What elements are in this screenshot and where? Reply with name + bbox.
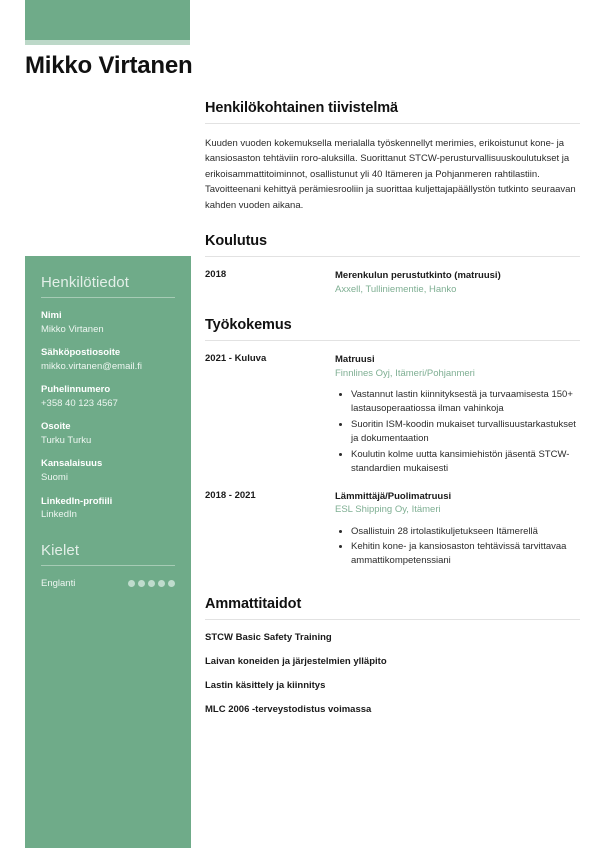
sidebar-heading-languages: Kielet [41, 541, 80, 559]
rating-dot [148, 580, 155, 587]
section-summary [205, 100, 580, 213]
summary-text: Kuuden vuoden kokemuksella merialalla työskennellyt merimies, erikoistunut kone- ja kansiosaston tehtäviin roro-aluksilla. Suorittanut STCW-perusturvallisuuskoulutukset ja erikoisammattitoiminnot, osallistunut yli 40 Itämeren ja Pohjanmeren rahtilastiin. Tavoitteenani kehittyä perämiesrooliin ja suorittaa kuljettajapäällystön tutkinto seuraavan kahden vuoden aikana. [205, 138, 576, 211]
entry-bullet: • Osallistuin 28 irtolastikuljetukseen Itämerellä [351, 525, 580, 539]
section-education [205, 233, 580, 297]
info-label-address: Osoite [41, 421, 71, 433]
info-value-email[interactable]: mikko.virtanen@email.fi [41, 360, 142, 372]
skill-item: STCW Basic Safety Training [205, 631, 332, 643]
entry-organization: Axxell, Tulliniementie, Hanko [335, 283, 457, 295]
entry-bullet: • Kehitin kone- ja kansiosaston tehtävissä tarvittavaa ammattikompetenssiani [351, 540, 580, 569]
section-divider [205, 340, 580, 341]
entry-bullet: • Koulutin kolme uutta kansimiehistön jäsentä STCW-standardien mukaisesti [351, 448, 580, 477]
info-label-nationality: Kansalaisuus [41, 458, 103, 470]
header-accent-bar-shadow [25, 40, 190, 45]
info-block-nationality [41, 458, 175, 484]
experience-entry [205, 490, 580, 570]
skills-list [205, 632, 580, 715]
skill-item: MLC 2006 -terveystodistus voimassa [205, 703, 372, 715]
rating-dot [168, 580, 175, 587]
entry-organization: Finnlines Oyj, Itämeri/Pohjanmeri [335, 367, 475, 379]
entry-body [335, 490, 580, 570]
skill-item: Laivan koneiden ja järjestelmien ylläpito [205, 655, 387, 667]
info-block-linkedin [41, 496, 175, 522]
entry-title: Matruusi [335, 353, 375, 365]
rating-dot [138, 580, 145, 587]
rating-dot [158, 580, 165, 587]
section-title-skills: Ammattitaidot [205, 595, 302, 612]
section-divider [205, 619, 580, 620]
info-block-address [41, 421, 175, 447]
section-divider [205, 256, 580, 257]
entry-date: 2018 - 2021 [205, 489, 256, 501]
info-label-phone: Puhelinnumero [41, 384, 111, 396]
section-skills [205, 596, 580, 715]
page-title: Mikko Virtanen [25, 52, 193, 79]
sidebar-divider-languages [41, 565, 175, 566]
section-title-experience: Työkokemus [205, 316, 292, 333]
education-entry [205, 269, 580, 297]
info-block-name [41, 310, 175, 336]
experience-entry [205, 353, 580, 478]
entry-organization: ESL Shipping Oy, Itämeri [335, 504, 441, 516]
entry-bullet-list [335, 525, 580, 569]
sidebar-section-languages [41, 542, 175, 589]
entry-date: 2021 - Kuluva [205, 352, 267, 364]
main-content [205, 100, 580, 728]
info-value-address: Turku Turku [41, 435, 92, 447]
entry-date: 2018 [205, 268, 227, 280]
info-block-phone [41, 384, 175, 410]
rating-dot [128, 580, 135, 587]
header-accent-bar [25, 0, 190, 40]
sidebar [25, 256, 191, 848]
entry-bullet-list [335, 388, 580, 477]
entry-body [335, 269, 580, 297]
section-divider [205, 123, 580, 124]
entry-title: Lämmittäjä/Puolimatruusi [335, 490, 452, 502]
sidebar-divider [41, 297, 175, 298]
info-value-nationality: Suomi [41, 472, 68, 484]
info-value-phone[interactable]: +358 40 123 4567 [41, 398, 118, 410]
entry-body [335, 353, 580, 478]
section-title-education: Koulutus [205, 232, 268, 249]
sidebar-heading-personal-details: Henkilötiedot [41, 274, 130, 291]
language-name: Englanti [41, 577, 76, 589]
info-value-name: Mikko Virtanen [41, 323, 104, 335]
info-label-name: Nimi [41, 310, 62, 321]
entry-bullet: • Vastannut lastin kiinnityksestä ja turvaamisesta 150+ lastausoperaatiossa ilman vahinkoja [351, 388, 580, 417]
entry-bullet: • Suoritin ISM-koodin mukaiset turvallisuustarkastukset ja dokumentaation [351, 418, 580, 447]
info-block-email [41, 347, 175, 373]
language-row [41, 578, 175, 589]
info-label-linkedin: LinkedIn-profiili [41, 495, 113, 507]
info-label-email: Sähköpostiosoite [41, 347, 121, 359]
section-experience [205, 317, 580, 570]
entry-title: Merenkulun perustutkinto (matruusi) [335, 269, 501, 281]
sidebar-section-personal-details [41, 274, 175, 522]
info-value-linkedin[interactable]: LinkedIn [41, 509, 77, 521]
language-level-rating [128, 580, 175, 587]
section-title-summary: Henkilökohtainen tiivistelmä [205, 100, 398, 116]
skill-item: Lastin käsittely ja kiinnitys [205, 679, 326, 691]
